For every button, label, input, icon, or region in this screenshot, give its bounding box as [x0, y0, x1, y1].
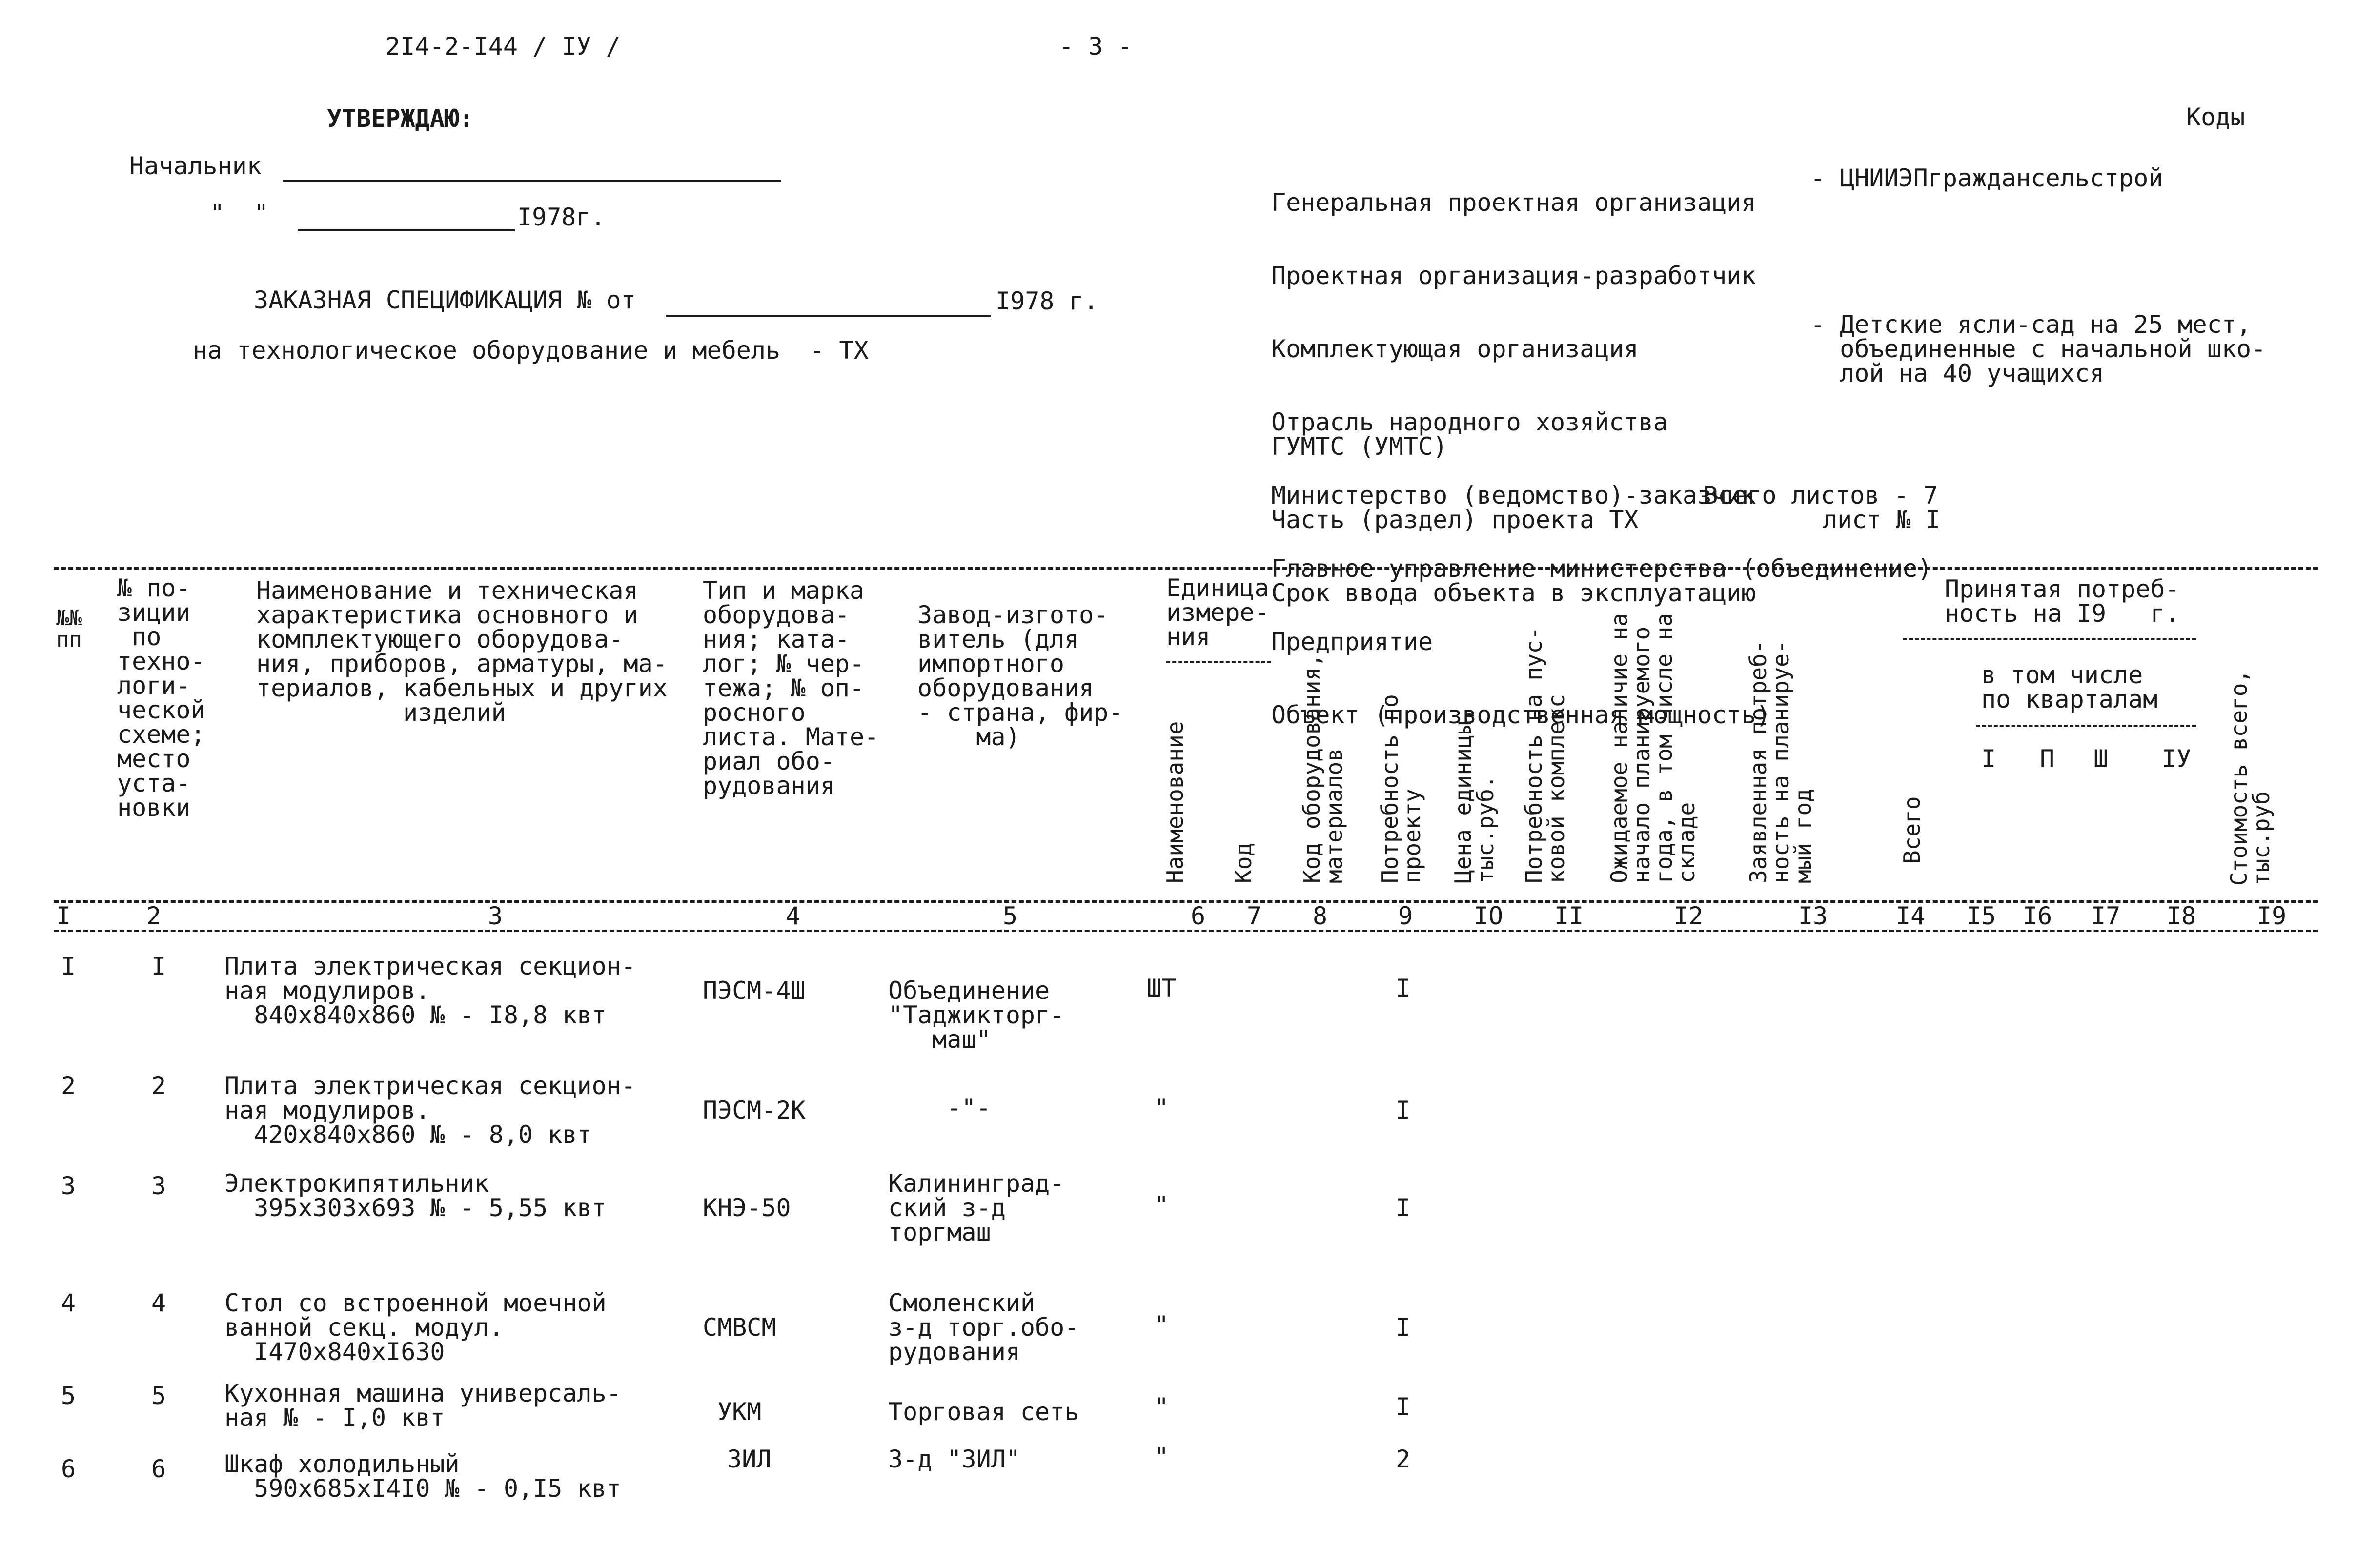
codes-label: Коды	[2186, 103, 2245, 131]
row-position: 6	[151, 1455, 166, 1483]
row-type: СМВСМ	[703, 1313, 776, 1342]
column-number: 5	[1003, 902, 1018, 930]
row-number: 2	[61, 1072, 76, 1100]
row-maker: З-д "ЗИЛ"	[888, 1445, 1020, 1473]
row-position: 2	[151, 1072, 166, 1100]
approval-year: I978г.	[517, 203, 606, 231]
column-number: 7	[1247, 902, 1262, 930]
column-number: I3	[1798, 902, 1828, 930]
org-label-list-2	[1271, 386, 1756, 630]
column-number: 3	[488, 902, 503, 930]
document-code: 2I4-2-I44 / IУ /	[386, 32, 621, 61]
row-qty: 2	[1396, 1445, 1411, 1473]
spec-subtitle: на технологическое оборудование и мебель - ТХ	[193, 336, 869, 365]
col-header-unit: Единица измере- ния	[1166, 574, 1269, 651]
col-header-type: Тип и марка оборудова- ния; ката- лог; № чер- тежа; № оп- росного листа. Мате- риал обо- рудования	[703, 576, 879, 800]
col-header-cost: Стоимость всего, тыс.руб	[2226, 669, 2275, 886]
org-completing: Комплектующая организация	[1271, 335, 1639, 363]
col-header-declared-need: Заявленная потреб- ность на планируе- мый год	[1745, 640, 1816, 883]
col-header-expected-stock: Ожидаемое наличие на начало планируемого года, в том числе на складе	[1606, 613, 1700, 883]
column-number: I9	[2257, 902, 2287, 930]
org-gumts: ГУМТС (УМТС)	[1271, 432, 1448, 461]
page-number: - 3 -	[1059, 32, 1133, 61]
col-header-position: № по- зиции по техно- логи- ческой схеме; место уста- новки	[117, 574, 205, 822]
quarter-3: Ш	[2093, 745, 2109, 773]
row-name: Электрокипятильник 395x303x693 № - 5,55 квт	[224, 1169, 607, 1222]
col-header-name: Наименование и техническая характеристика основного и комплектующего оборудова- ния, приборов, арматуры, ма- териалов, кабельных и других изделий	[256, 576, 668, 727]
unit-divider	[1166, 661, 1271, 663]
spec-number-line	[666, 315, 991, 317]
row-number: I	[61, 952, 76, 980]
column-numbers-bottom-rule	[54, 930, 2318, 932]
row-unit: "	[1154, 1443, 1169, 1471]
row-qty: I	[1396, 1194, 1411, 1222]
row-unit: ШТ	[1147, 974, 1177, 1002]
column-number: 9	[1398, 902, 1413, 930]
org-main-directorate: Главное управление министерства (объединение)	[1271, 554, 1932, 583]
row-unit: "	[1154, 1191, 1169, 1220]
org-part: Часть (раздел) проекта ТХ	[1271, 506, 1639, 534]
org-general: Генеральная проектная организация	[1271, 188, 1756, 217]
column-number: I4	[1896, 902, 1926, 930]
column-number: IO	[1474, 902, 1504, 930]
row-position: 5	[151, 1382, 166, 1410]
row-qty: I	[1396, 1313, 1411, 1342]
column-number: I6	[2023, 902, 2052, 930]
org-ministry: Министерство (ведомство)-заказчик	[1271, 481, 1756, 509]
row-type: ПЭСМ-2К	[703, 1096, 806, 1124]
spec-title: ЗАКАЗНАЯ СПЕЦИФИКАЦИЯ № от	[254, 286, 636, 314]
column-number: 4	[786, 902, 801, 930]
row-maker: Торговая сеть	[888, 1398, 1079, 1426]
row-number: 4	[61, 1289, 76, 1317]
col-header-project-need: Потребность по проекту	[1377, 694, 1425, 883]
object-value: - Детские ясли-сад на 25 мест, объединенные с начальной шко- лой на 40 учащихся	[1810, 310, 2266, 387]
column-number: II	[1554, 902, 1584, 930]
quarters-divider	[1976, 725, 2196, 727]
org-deadline: Срок ввода объекта в эксплуатацию	[1271, 579, 1756, 607]
column-number: I	[56, 902, 71, 930]
row-unit: "	[1154, 1311, 1169, 1339]
row-maker: Смоленский з-д торг.обо- рудования	[888, 1289, 1079, 1366]
column-number: I5	[1967, 902, 1996, 930]
row-qty: I	[1396, 1096, 1411, 1124]
col-header-unit-name: Наименование	[1162, 721, 1188, 883]
approve-label: УТВЕРЖДАЮ:	[327, 104, 474, 133]
row-type: ЗИЛ	[727, 1445, 772, 1473]
quarter-1: I	[1981, 745, 1996, 773]
col-header-quarters: в том числе по кварталам	[1981, 661, 2158, 713]
col-header-accepted: Принятая потреб- ность на I9 г.	[1945, 575, 2180, 628]
row-position: 3	[151, 1172, 166, 1200]
org-industry: Отрасль народного хозяйства	[1271, 408, 1668, 436]
row-unit: "	[1154, 1094, 1169, 1122]
row-type: ПЭСМ-4Ш	[703, 977, 806, 1005]
org-developer: Проектная организация-разработчик	[1271, 262, 1756, 290]
column-number: I2	[1674, 902, 1704, 930]
row-qty: I	[1396, 1393, 1411, 1421]
chief-signature-line	[283, 180, 781, 182]
col-header-number: №№ пп	[56, 606, 82, 652]
column-number: 2	[146, 902, 162, 930]
row-maker: Объединение "Таджикторг- маш"	[888, 977, 1065, 1054]
row-position: I	[151, 952, 166, 980]
col-header-total: Всего	[1899, 796, 1925, 864]
row-qty: I	[1396, 974, 1411, 1002]
row-type: КНЭ-50	[703, 1194, 791, 1222]
row-number: 6	[61, 1455, 76, 1483]
org-enterprise: Предприятие	[1271, 628, 1433, 656]
quarter-2: П	[2040, 745, 2055, 773]
row-name: Стол со встроенной моечной ванной секц. модул. I470x840xI630	[224, 1289, 607, 1366]
row-number: 5	[61, 1382, 76, 1410]
accepted-divider	[1903, 638, 2196, 640]
developer-value: - ЦНИИЭПграждансельстрой	[1810, 164, 2163, 192]
row-name: Плита электрическая секцион- ная модулиров. 420x840x860 № - 8,0 квт	[224, 1072, 636, 1149]
column-number: 8	[1313, 902, 1328, 930]
chief-label: Начальник	[129, 152, 262, 180]
date-line	[298, 229, 515, 231]
sheet-number: лист № I	[1823, 506, 1940, 534]
spec-year: I978 г.	[996, 287, 1098, 315]
column-number: I8	[2167, 902, 2196, 930]
col-header-unit-code: Код	[1230, 842, 1257, 883]
column-number: 6	[1191, 902, 1206, 930]
row-type: УКМ	[717, 1398, 762, 1426]
table-top-rule	[54, 567, 2318, 570]
row-name: Кухонная машина универсаль- ная № - I,0 квт	[224, 1379, 621, 1432]
date-quotes: " "	[210, 199, 269, 227]
quarter-4: IУ	[2162, 745, 2192, 773]
row-maker: Калининград- ский з-д торгмаш	[888, 1169, 1065, 1246]
col-header-maker: Завод-изгото- витель (для импортного оборудования - страна, фир- ма)	[917, 601, 1123, 751]
row-position: 4	[151, 1289, 166, 1317]
col-header-material-code: Код оборудования, материалов	[1299, 653, 1347, 883]
col-header-startup-need: Потребность на пус- ковой комплекс	[1521, 626, 1569, 883]
row-maker: -"-	[917, 1094, 991, 1122]
row-name: Плита электрическая секцион- ная модулиров. 840x840x860 № - I8,8 квт	[224, 952, 636, 1029]
org-object: Объект (производственная мощность)	[1271, 701, 1771, 729]
row-unit: "	[1154, 1393, 1169, 1421]
row-name: Шкаф холодильный 590x685xI4I0 № - 0,I5 квт	[224, 1450, 621, 1503]
column-number: I7	[2091, 902, 2121, 930]
sheets-total: Всего листов - 7	[1703, 481, 1938, 509]
col-header-unit-price: Цена единицы, тыс.руб.	[1450, 707, 1499, 883]
row-number: 3	[61, 1172, 76, 1200]
